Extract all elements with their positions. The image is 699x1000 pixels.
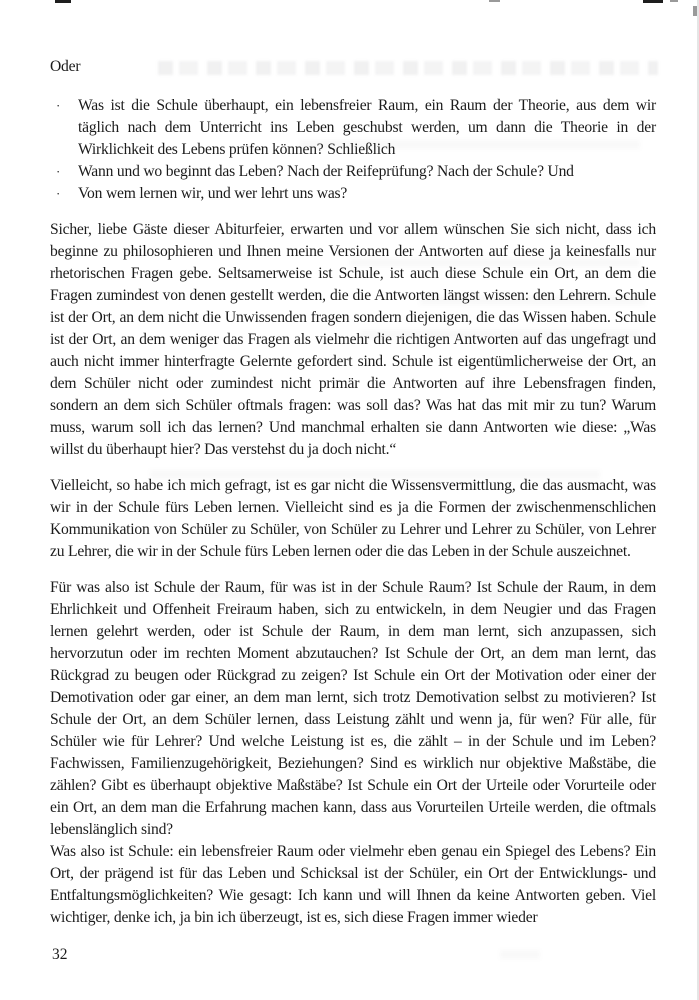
scan-edge-mark: [670, 0, 678, 2]
page-content: [50, 56, 656, 929]
question-list: [50, 95, 656, 205]
body-paragraph: Für was also ist Schule der Raum, für was ist in der Schule Raum? Ist Schule der Raum, in dem Ehrlichkeit und Offenheit Freiraum haben, sich zu entwickeln, in dem Neugier und das Fragen lernen gelehrt werden, oder ist Schule der Raum, in dem man lernt, sich anzupassen, sich hervorzutun oder im rechten Moment abzutauchen? Ist Schule der Ort, an dem man lernt, das Rückgrad zu beugen oder Rückgrad zu zeigen? Ist Schule ein Ort der Motivation oder einer der Demotivation oder gar einer, an dem man lernt, sich trotz Demotivation selbst zu motivieren? Ist Schule der Ort, an dem Schüler lernen, dass Leistung zählt und wenn ja, für wen? Für alle, für Schüler wie für Lehrer? Und welche Leistung ist es, die zählt – in der Schule und im Leben? Fachwissen, Familienzugehörigkeit, Beziehungen? Sind es wirklich nur objektive Maßstäbe, die zählen? Gibt es überhaupt objektive Maßstäbe? Ist Schule ein Ort der Urteile oder Vorurteile oder ein Ort, an dem man die Erfahrung machen kann, dass aus Vorurteilen Urteile werden, die oftmals lebenslänglich sind?: [50, 579, 656, 838]
body-paragraph: Was also ist Schule: ein lebensfreier Raum oder vielmehr eben genau ein Spiegel des Lebens? Ein Ort, der prägend ist für das Leben und Schicksal ist der Schüler, ein Ort der Entwicklungs- und Entfaltungsmöglichkeiten? Wie gesagt: Ich kann und will Ihnen da keine Antworten geben. Viel wichtiger, denke ich, ja bin ich überzeugt, ist es, sich diese Fragen immer wieder: [50, 843, 656, 926]
scan-edge-mark: [693, 6, 697, 16]
page-number: 32: [52, 946, 68, 963]
bleed-through-artifact: [500, 950, 540, 959]
intro-word: Oder: [50, 58, 81, 75]
list-item: [50, 183, 656, 205]
bullet-marker: ·: [56, 164, 61, 179]
list-item: [50, 95, 656, 161]
bullet-marker: ·: [56, 186, 61, 201]
list-item: [50, 161, 656, 183]
body-paragraph: Sicher, liebe Gäste dieser Abiturfeier, erwarten und vor allem wünschen Sie sich nicht, dass ich beginne zu philosophieren und Ihnen meine Versionen der Antworten auf diese ja keinesfalls nur rhetorischen Fragen gebe. Seltsamerweise ist Schule, ist auch diese Schule ein Ort, an dem die Fragen zumindest von denen gestellt werden, die die Antworten längst wissen: den Lehrern. Schule ist der Ort, an dem nicht die Unwissenden fragen sondern diejenigen, die das Wissen haben. Schule ist der Ort, an dem weniger das Fragen als vielmehr die richtigen Antworten auf das ungefragt und auch nicht immer hinterfragte Gelernte gefordert sind. Schule ist eigentümlicherweise der Ort, an dem Schüler nicht oder zumindest nicht primär die Antworten auf ihre Lebensfragen finden, sondern an dem sich Schüler oftmals fragen: was soll das? Was hat das mit mir zu tun? Warum muss, warum soll ich das lernen? Und manchmal erhalten sie dann Antworten wie diese: „Was willst du überhaupt hier? Das verstehst du ja doch nicht.“: [50, 221, 656, 458]
scan-edge-mark: [489, 0, 500, 2]
list-item-text: Wann und wo beginnt das Leben? Nach der Reifeprüfung? Nach der Schule? Und: [78, 163, 574, 180]
scan-edge-mark: [55, 0, 71, 3]
body-paragraph: Vielleicht, so habe ich mich gefragt, ist es gar nicht die Wissensvermittlung, die das ausmacht, was wir in der Schule fürs Leben lernen. Vielleicht sind es ja die Formen der zwischenmenschlichen Kommunikation von Schüler zu Schüler, von Schüler zu Lehrer und Lehrer zu Schüler, von Lehrer zu Lehrer, die wir in der Schule fürs Leben lernen oder die das Leben in der Schule auszeichnet.: [50, 477, 656, 560]
bullet-marker: ·: [56, 98, 61, 113]
scan-edge-mark: [643, 0, 663, 3]
list-item-text: Was ist die Schule überhaupt, ein lebensfreier Raum, ein Raum der Theorie, aus dem wir täglich nach dem Unterricht ins Leben geschubst werden, um dann die Theorie in der Wirklichkeit des Lebens prüfen können? Schließlich: [78, 97, 656, 158]
list-item-text: Von wem lernen wir, und wer lehrt uns was?: [78, 185, 348, 202]
